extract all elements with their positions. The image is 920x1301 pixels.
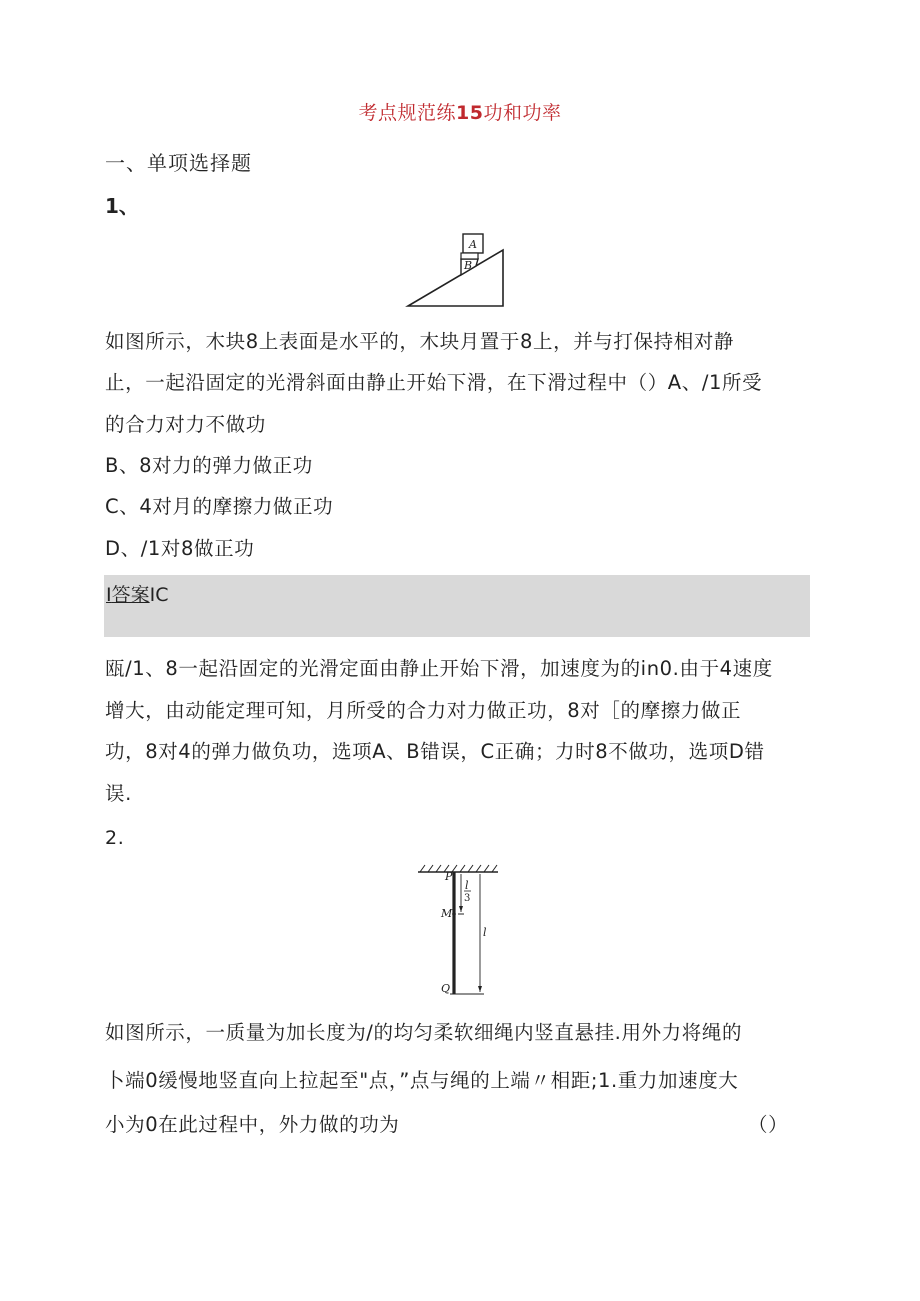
fraction-denominator: 3 — [464, 893, 471, 904]
q1-option-b: B、8对力的弹力做正功 — [105, 454, 313, 477]
q1-stem-line: 止，一起沿固定的光滑斜面由静止开始下滑，在下滑过程中（）A、/1所受 — [105, 371, 763, 394]
title-suffix: 功和功率 — [483, 102, 562, 124]
q2-stem-line: 小为0在此过程中，外力做的功为 — [105, 1113, 400, 1136]
q1-stem-line: 的合力对力不做功 — [105, 413, 266, 436]
block-b-label: B — [464, 259, 473, 272]
block-a-label: A — [469, 238, 477, 251]
q1-explanation-line: 功，8对4的弹力做负功，选项A、B错误，C正确；力时8不做功，选项D错 — [105, 740, 765, 763]
q2-answer-blank: （） — [748, 1113, 789, 1136]
incline-figure — [405, 228, 515, 310]
fraction-numerator: l — [465, 879, 469, 892]
q1-explanation-line: 增大，由动能定理可知，月所受的合力对力做正功，8对［的摩擦力做正 — [105, 699, 742, 722]
title-number: 15 — [456, 102, 484, 124]
point-q-label: Q — [441, 982, 451, 995]
q1-explanation-line: 误. — [105, 782, 132, 805]
point-p-label: P — [445, 870, 453, 883]
q1-option-d: D、/1对8做正功 — [105, 537, 255, 560]
answer-box — [104, 575, 810, 637]
length-label: l — [483, 926, 487, 939]
answer-text — [106, 580, 169, 607]
section-heading: 一、单项选择题 — [105, 151, 252, 175]
hanging-rope-figure — [410, 862, 510, 1002]
point-m-label: M — [441, 907, 453, 920]
q1-explanation-line: 瓯/1、8一起沿固定的光滑定面由静止开始下滑，加速度为的in0.由于4速度 — [105, 657, 773, 680]
q2-stem-line: 卜端0缓慢地竖直向上拉起至"点，”点与绳的上端〃相距;1.重力加速度大 — [105, 1069, 739, 1092]
title-prefix: 考点规范练 — [358, 102, 457, 124]
incline-triangle — [408, 250, 503, 306]
answer-value: IC — [149, 584, 169, 606]
q1-stem-line: 如图所示，木块8上表面是水平的，木块月置于8上，并与打保持相对静 — [105, 330, 735, 353]
page-title — [0, 98, 920, 125]
q2-stem-line: 如图所示，一质量为加长度为/的均匀柔软细绳内竖直悬挂.用外力将绳的 — [105, 1021, 743, 1044]
answer-bracket: I — [106, 584, 112, 606]
answer-label: 答案 — [111, 584, 150, 606]
question-1-number: 1、 — [105, 194, 139, 218]
question-2-number: 2. — [105, 827, 125, 849]
q1-option-c: C、4对月的摩擦力做正功 — [105, 495, 334, 518]
